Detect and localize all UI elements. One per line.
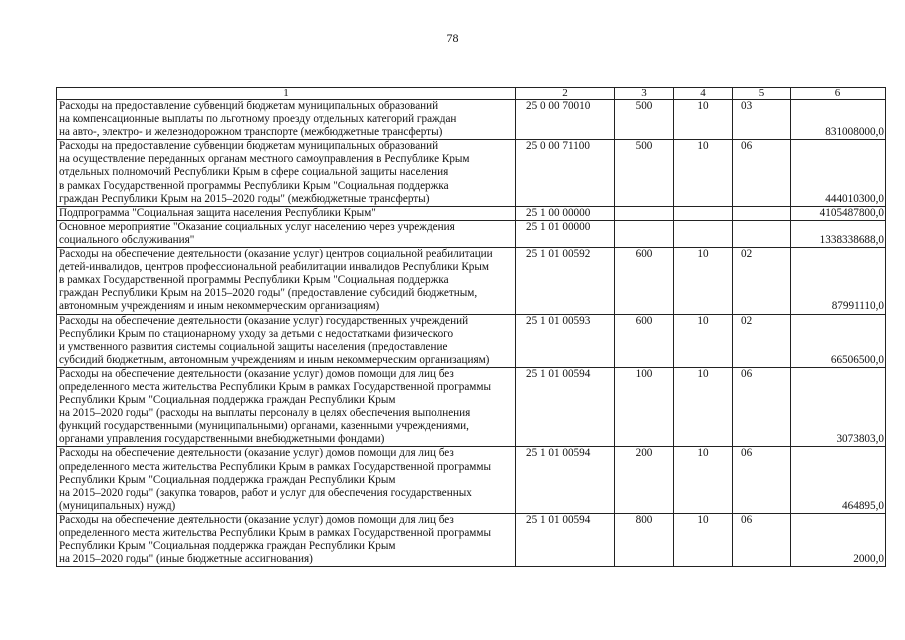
- description-line: автономным учреждениям и иным некоммерческим организациям): [59, 300, 380, 313]
- amount-cell: 87991110,0: [791, 248, 886, 314]
- description-line: социального обслуживания": [59, 233, 195, 246]
- description-cell: [57, 248, 516, 314]
- section-cell: 10: [674, 513, 733, 566]
- description-cell: [57, 447, 516, 513]
- subsection-cell: 06: [733, 447, 791, 513]
- description-line: в рамках Государственной программы Республики Крым "Социальная поддержка: [59, 274, 449, 287]
- header-cell-6: 6: [791, 88, 886, 100]
- expense-type-cell: 600: [615, 248, 674, 314]
- description-cell: [57, 513, 516, 566]
- description-line: Расходы на обеспечение деятельности (оказание услуг) государственных учреждений: [59, 314, 469, 327]
- description-line: Расходы на предоставление субвенций бюджетам муниципальных образований: [59, 100, 439, 112]
- table-row: [57, 140, 886, 206]
- expense-type-cell: 600: [615, 314, 674, 367]
- subsection-cell: 06: [733, 513, 791, 566]
- table-row: [57, 220, 886, 247]
- header-cell-1: 1: [57, 88, 516, 100]
- table-row: [57, 367, 886, 447]
- description-line: (муниципальных) нужд): [59, 499, 176, 512]
- description-line: на осуществление переданных органам местного самоуправления в Республике Крым: [59, 153, 470, 166]
- description-line: Расходы на обеспечение деятельности (оказание услуг) центров социальной реабилитации: [59, 248, 493, 261]
- subsection-cell: 02: [733, 248, 791, 314]
- page-number: 78: [446, 31, 459, 45]
- amount-cell: 3073803,0: [791, 367, 886, 447]
- header-cell-5: 5: [733, 88, 791, 100]
- subsection-cell: 06: [733, 140, 791, 206]
- description-line: Расходы на обеспечение деятельности (оказание услуг) домов помощи для лиц без: [59, 513, 454, 526]
- budget-table: [56, 87, 886, 567]
- expense-type-cell: [615, 206, 674, 220]
- section-cell: 10: [674, 248, 733, 314]
- description-line: на компенсационные выплаты по льготному проезду отдельных категорий граждан: [59, 113, 457, 126]
- description-line: Подпрограмма "Социальная защита населения Республики Крым": [59, 206, 376, 219]
- code-cell: 25 1 01 00594: [516, 447, 615, 513]
- amount-cell: 66506500,0: [791, 314, 886, 367]
- expense-type-cell: 800: [615, 513, 674, 566]
- description-line: детей-инвалидов, центров профессиональной реабилитации инвалидов Республики Крым: [59, 261, 489, 274]
- code-cell: 25 1 01 00000: [516, 220, 615, 247]
- description-line: Республики Крым "Социальная поддержка граждан Республики Крым: [59, 394, 396, 407]
- code-cell: 25 1 01 00594: [516, 367, 615, 447]
- section-cell: 10: [674, 140, 733, 206]
- description-cell: [57, 100, 516, 140]
- table-row: [57, 248, 886, 314]
- subsection-cell: 02: [733, 314, 791, 367]
- amount-cell: 4105487800,0: [791, 206, 886, 220]
- description-line: на 2015–2020 годы" (расходы на выплаты персоналу в целях обеспечения выполнения: [59, 407, 471, 420]
- expense-type-cell: 100: [615, 367, 674, 447]
- code-cell: 25 1 01 00594: [516, 513, 615, 566]
- section-cell: [674, 206, 733, 220]
- expense-type-cell: 500: [615, 140, 674, 206]
- amount-cell: 2000,0: [791, 513, 886, 566]
- table-row: [57, 447, 886, 513]
- expense-type-cell: [615, 220, 674, 247]
- description-line: в рамках Государственной программы Республики Крым "Социальная поддержка: [59, 179, 449, 192]
- header-cell-3: 3: [615, 88, 674, 100]
- amount-cell: 1338338688,0: [791, 220, 886, 247]
- table-row: [57, 206, 886, 220]
- table-row: [57, 314, 886, 367]
- description-line: на 2015–2020 годы" (закупка товаров, работ и услуг для обеспечения государственных: [59, 486, 472, 499]
- description-line: на авто-, электро- и железнодорожном транспорте (межбюджетные трансферты): [59, 126, 443, 139]
- description-line: Расходы на обеспечение деятельности (оказание услуг) домов помощи для лиц без: [59, 367, 454, 380]
- section-cell: 10: [674, 367, 733, 447]
- header-cell-4: 4: [674, 88, 733, 100]
- description-line: на 2015–2020 годы" (иные бюджетные ассигнования): [59, 553, 313, 566]
- description-line: определенного места жительства Республики Крым в рамках Государственной программы: [59, 527, 491, 539]
- description-line: Республики Крым по стационарному уходу за детьми с недостатками физического: [59, 327, 454, 340]
- subsection-cell: [733, 220, 791, 247]
- description-line: Основное мероприятие "Оказание социальных услуг населению через учреждения: [59, 220, 455, 233]
- table-row: [57, 100, 886, 140]
- subsection-cell: [733, 206, 791, 220]
- section-cell: 10: [674, 447, 733, 513]
- code-cell: 25 1 01 00592: [516, 248, 615, 314]
- subsection-cell: 03: [733, 100, 791, 140]
- description-line: функций государственными (муниципальными) органами, казенными учреждениями,: [59, 420, 469, 433]
- description-line: органами управления государственными внебюджетными фондами): [59, 433, 385, 446]
- description-cell: [57, 206, 516, 220]
- section-cell: 10: [674, 100, 733, 140]
- description-cell: [57, 314, 516, 367]
- description-line: граждан Республики Крым на 2015–2020 годы" (предоставление субсидий бюджетным,: [59, 287, 478, 300]
- description-line: Расходы на обеспечение деятельности (оказание услуг) домов помощи для лиц без: [59, 447, 454, 460]
- description-line: Республики Крым "Социальная поддержка граждан Республики Крым: [59, 473, 396, 486]
- description-line: определенного места жительства Республики Крым в рамках Государственной программы: [59, 380, 491, 393]
- description-cell: [57, 140, 516, 206]
- header-cell-2: 2: [516, 88, 615, 100]
- header-row: [57, 88, 886, 100]
- description-line: Расходы на предоставление субвенции бюджетам муниципальных образований: [59, 140, 439, 153]
- subsection-cell: 06: [733, 367, 791, 447]
- amount-cell: 464895,0: [791, 447, 886, 513]
- description-line: отдельных полномочий Республики Крым в сфере социальной защиты населения: [59, 166, 449, 179]
- expense-type-cell: 200: [615, 447, 674, 513]
- amount-cell: 444010300,0: [791, 140, 886, 206]
- description-cell: [57, 220, 516, 247]
- code-cell: 25 1 01 00593: [516, 314, 615, 367]
- code-cell: 25 1 00 00000: [516, 206, 615, 220]
- description-line: и умственного развития системы социальной защиты населения (предоставление: [59, 340, 448, 353]
- code-cell: 25 0 00 70010: [516, 100, 615, 140]
- description-line: субсидий бюджетным, автономным учреждениям и иным некоммерческим организациям): [59, 353, 490, 366]
- description-line: Республики Крым "Социальная поддержка граждан Республики Крым: [59, 540, 396, 553]
- table-row: [57, 513, 886, 566]
- section-cell: [674, 220, 733, 247]
- section-cell: 10: [674, 314, 733, 367]
- code-cell: 25 0 00 71100: [516, 140, 615, 206]
- description-line: граждан Республики Крым на 2015–2020 годы" (межбюджетные трансферты): [59, 192, 430, 205]
- description-line: определенного места жительства Республики Крым в рамках Государственной программы: [59, 460, 491, 473]
- description-cell: [57, 367, 516, 447]
- expense-type-cell: 500: [615, 100, 674, 140]
- amount-cell: 831008000,0: [791, 100, 886, 140]
